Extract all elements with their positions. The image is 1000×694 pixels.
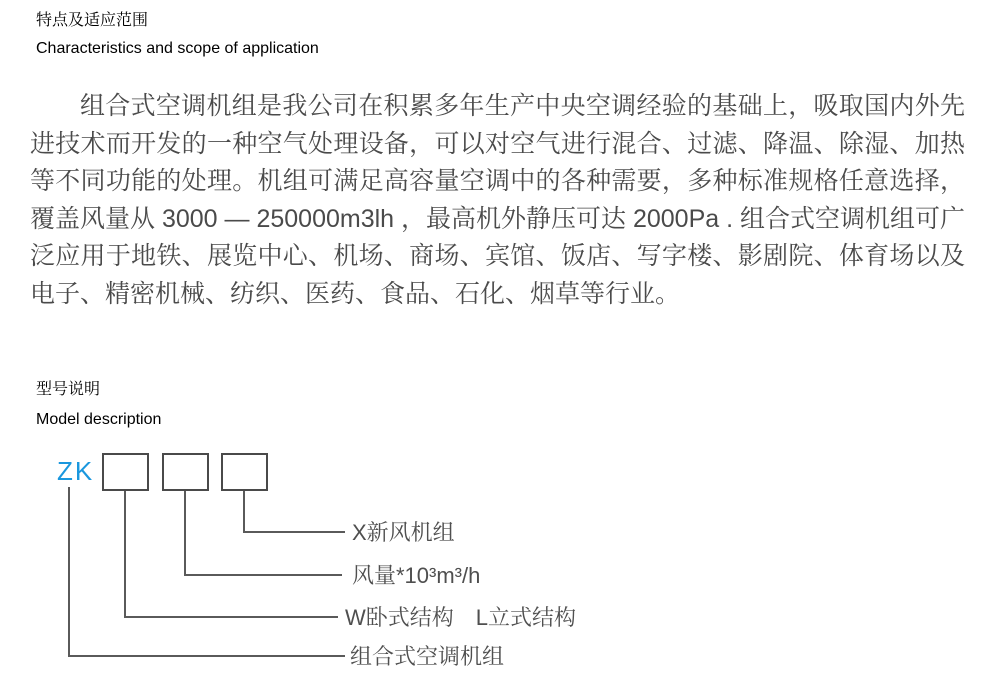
model-prefix-zk: ZK (57, 456, 95, 486)
section2-title: 型号说明 (36, 381, 101, 398)
diagram-label-unit-type: 组合式空调机组 (350, 644, 505, 669)
diagram-label-structure: W卧式结构 L立式结构 (345, 605, 577, 630)
section2-subtitle: Model description (36, 411, 162, 428)
section1-title: 特点及适应范围 (36, 12, 149, 29)
diagram-label-airflow: 风量*10³m³/h (352, 563, 481, 588)
model-code-box-1 (102, 453, 149, 491)
connector-line-airflow (184, 491, 342, 576)
model-code-box-3 (221, 453, 268, 491)
model-code-box-2 (162, 453, 209, 491)
intro-paragraph: 组合式空调机组是我公司在积累多年生产中央空调经验的基础上，吸取国内外先进技术而开发的一种空气处理设备，可以对空气进行混合、过滤、降温、除湿、加热等不同功能的处理。机组可满足高容量空调中的各种需要，多种标准规格任意选择，覆盖风量从 3000 — 250000m3lh ，最高机外静压可达 2000Pa . 组合式空调机组可广泛应用于地铁、展览中心、机场、商场、宾馆、饭店、写字楼、影剧院、体育场以及电子、精密机械、纺织、医药、食品、石化、烟草等行业。 (30, 92, 965, 308)
diagram-label-fresh-air: X新风机组 (352, 520, 455, 545)
section1-subtitle: Characteristics and scope of application (36, 40, 319, 57)
connector-line-structure (124, 491, 338, 618)
connector-line-fresh-air (243, 491, 345, 533)
connector-line-unit (68, 487, 345, 657)
